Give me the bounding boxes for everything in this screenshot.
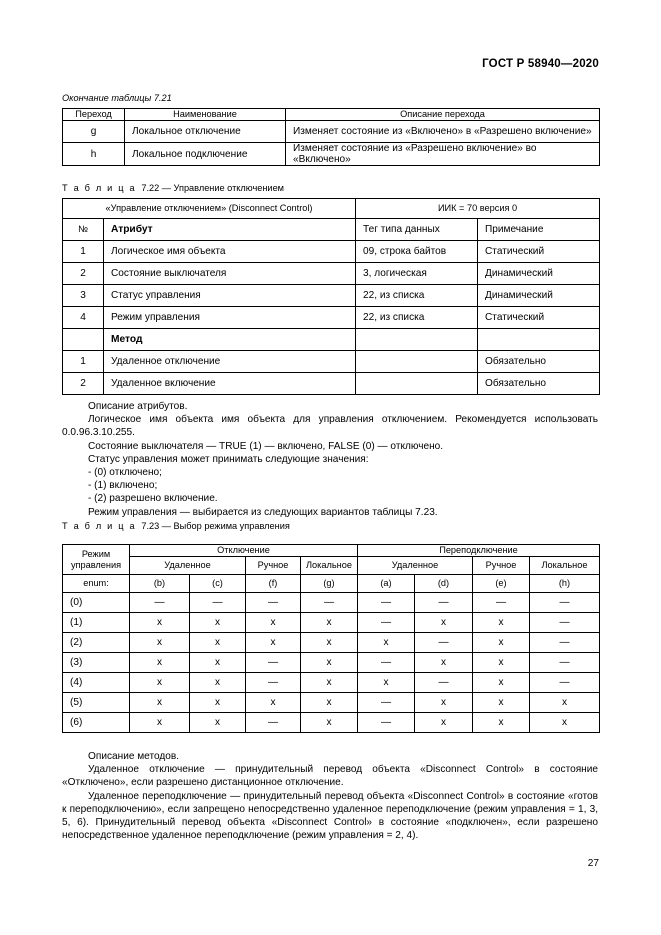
cell-datatype: 22, из списка [356, 285, 478, 307]
cell-mode: (1) [63, 613, 130, 633]
cell-num-empty [63, 329, 104, 351]
cell-enum-1: (c) [190, 575, 246, 593]
table-row-enum-header [63, 575, 600, 593]
table-723 [62, 544, 600, 733]
cell-value: — [358, 693, 415, 713]
cell-value: x [190, 713, 246, 733]
cell-value: x [415, 613, 473, 633]
cell-value: — [530, 613, 600, 633]
cell-attribute: Статус управления [104, 285, 356, 307]
page-number: 27 [587, 858, 599, 869]
attributes-bullet-1: - (1) включено; [88, 480, 158, 492]
cell-group-disconnect: Отключение [130, 545, 358, 557]
cell-enum-5: (d) [415, 575, 473, 593]
cell-enum-label: enum: [63, 575, 130, 593]
cell-value: x [530, 693, 600, 713]
cell-header-2: Описание перехода [286, 109, 600, 121]
cell-value: x [301, 613, 358, 633]
cell-mode: (4) [63, 673, 130, 693]
cell-enum-2: (f) [246, 575, 301, 593]
cell-group-reconnect: Переподключение [358, 545, 600, 557]
cell-value: x [190, 613, 246, 633]
table-row [63, 673, 600, 693]
cell-value: — [190, 593, 246, 613]
cell-value: x [473, 693, 530, 713]
cell-value: x [246, 633, 301, 653]
cell-mode: (3) [63, 653, 130, 673]
cell-method-header: Метод [104, 329, 356, 351]
table-row [63, 263, 600, 285]
cell-value: — [358, 593, 415, 613]
attributes-p4: Режим управления — выбирается из следующих вариантов таблицы 7.23. [88, 506, 438, 518]
cell-value: — [246, 593, 301, 613]
cell-value: — [358, 613, 415, 633]
cell-value: x [358, 673, 415, 693]
cell-value: — [415, 673, 473, 693]
cell-value: — [246, 653, 301, 673]
table-row [63, 613, 600, 633]
attributes-p3: Статус управления может принимать следующие значения: [88, 453, 369, 465]
cell-sub-manual-off: Ручное [246, 557, 301, 575]
cell-value: — [358, 713, 415, 733]
cell-value: x [130, 613, 190, 633]
methods-p1: Удаленное отключение — принудительный перевод объекта «Disconnect Control» в состояние «Отключено», если разрешено дистанционное отключение. [62, 764, 598, 789]
cell-sub-remote-on: Удаленное [358, 557, 473, 575]
cell-num: 2 [63, 263, 104, 285]
cell-mode: (0) [63, 593, 130, 613]
table-row [63, 693, 600, 713]
cell-description: Изменяет состояние из «Разрешено включение» во «Включено» [286, 143, 600, 166]
attributes-title: Описание атрибутов. [88, 401, 188, 412]
cell-value: x [358, 633, 415, 653]
corner-line-1: Режим [81, 548, 111, 559]
cell-enum-7: (h) [530, 575, 600, 593]
cell-value: — [130, 593, 190, 613]
cell-datatype: 22, из списка [356, 307, 478, 329]
table-row [63, 653, 600, 673]
cell-corner-mode [63, 545, 130, 575]
table-row [63, 285, 600, 307]
cell-value: x [130, 693, 190, 713]
cell-datatype: 3, логическая [356, 263, 478, 285]
cell-value: — [246, 713, 301, 733]
cell-value: x [130, 713, 190, 733]
cell-value: x [301, 713, 358, 733]
table-row-group-header [63, 545, 600, 557]
cell-note: Статический [478, 241, 600, 263]
attributes-p1: Логическое имя объекта имя объекта для управления отключением. Рекомендуется использовать 0.0.96.3.10.255. [62, 414, 598, 439]
cell-value: x [301, 633, 358, 653]
cell-value: — [530, 633, 600, 653]
cell-mode: (2) [63, 633, 130, 653]
table-row [63, 121, 600, 143]
standard-header: ГОСТ Р 58940—2020 [482, 58, 599, 70]
attributes-bullet-2: - (2) разрешено включение. [88, 493, 218, 505]
table-723-caption [62, 521, 290, 531]
cell-value: x [130, 633, 190, 653]
cell-name: Локальное подключение [125, 143, 286, 166]
cell-enum-0: (b) [130, 575, 190, 593]
table-row [63, 373, 600, 395]
table-row [63, 143, 600, 166]
cell-header-0: Переход [63, 109, 125, 121]
cell-name: Локальное отключение [125, 121, 286, 143]
cell-header-note: Примечание [478, 219, 600, 241]
methods-p2: Удаленное переподключение — принудительный перевод объекта «Disconnect Control» в состояние «готов к переподключению», если запрещено непосредственно удаленное переподключение (режим управления = 1, 3, 5, 6). Принудительный перевод объекта «Disconnect Control» в состояние «подключен», если разрешено непосредственное удаленное переподключение (режим управления = 2, 4). [62, 790, 598, 842]
cell-sub-local-on: Локальное [530, 557, 600, 575]
table-row [63, 633, 600, 653]
cell-note: Обязательно [478, 351, 600, 373]
cell-value: x [190, 673, 246, 693]
cell-value: x [473, 633, 530, 653]
cell-datatype-empty [356, 329, 478, 351]
cell-note: Динамический [478, 263, 600, 285]
cell-value: — [530, 593, 600, 613]
cell-num: 4 [63, 307, 104, 329]
cell-value: x [473, 653, 530, 673]
cell-num: 2 [63, 373, 104, 395]
cell-datatype: 09, строка байтов [356, 241, 478, 263]
methods-description [62, 750, 598, 842]
cell-value: x [301, 653, 358, 673]
cell-value: — [530, 673, 600, 693]
corner-line-2: управления [70, 559, 122, 570]
table-723-caption-label: Т а б л и ц а [62, 521, 137, 531]
cell-value: x [473, 713, 530, 733]
table-721-caption: Окончание таблицы 7.21 [62, 93, 172, 103]
cell-value: x [415, 693, 473, 713]
cell-value: x [246, 613, 301, 633]
table-722-caption [62, 183, 284, 193]
table-row [63, 713, 600, 733]
cell-group-right: ИИК = 70 версия 0 [356, 199, 600, 219]
table-row [63, 241, 600, 263]
cell-note: Статический [478, 307, 600, 329]
cell-datatype [356, 351, 478, 373]
cell-enum-4: (a) [358, 575, 415, 593]
cell-value: — [246, 673, 301, 693]
cell-note-empty [478, 329, 600, 351]
table-row-header [63, 219, 600, 241]
table-row [63, 351, 600, 373]
cell-datatype [356, 373, 478, 395]
table-723-caption-text: 7.23 — Выбор режима управления [141, 521, 290, 531]
cell-note: Динамический [478, 285, 600, 307]
cell-transition: g [63, 121, 125, 143]
cell-enum-3: (g) [301, 575, 358, 593]
cell-value: — [473, 593, 530, 613]
cell-attribute: Логическое имя объекта [104, 241, 356, 263]
cell-value: x [530, 713, 600, 733]
cell-header-num: № [63, 219, 104, 241]
cell-value: x [473, 613, 530, 633]
cell-header-attribute: Атрибут [104, 219, 356, 241]
cell-value: — [530, 653, 600, 673]
cell-value: x [130, 673, 190, 693]
cell-value: x [190, 633, 246, 653]
cell-value: — [358, 653, 415, 673]
table-row-method-header [63, 329, 600, 351]
cell-value: x [190, 653, 246, 673]
cell-method: Удаленное отключение [104, 351, 356, 373]
cell-header-datatype: Тег типа данных [356, 219, 478, 241]
cell-mode: (5) [63, 693, 130, 713]
cell-value: — [301, 593, 358, 613]
cell-transition: h [63, 143, 125, 166]
cell-value: x [415, 653, 473, 673]
cell-sub-local-off: Локальное [301, 557, 358, 575]
cell-header-1: Наименование [125, 109, 286, 121]
cell-sub-remote-off: Удаленное [130, 557, 246, 575]
table-row-subheader [63, 557, 600, 575]
table-722 [62, 198, 600, 395]
attributes-bullet-0: - (0) отключено; [88, 467, 162, 479]
table-row [63, 307, 600, 329]
cell-method: Удаленное включение [104, 373, 356, 395]
cell-value: x [473, 673, 530, 693]
cell-value: x [246, 693, 301, 713]
cell-value: x [301, 693, 358, 713]
cell-attribute: Состояние выключателя [104, 263, 356, 285]
table-722-caption-text: 7.22 — Управление отключением [141, 183, 284, 193]
cell-num: 1 [63, 351, 104, 373]
cell-value: x [301, 673, 358, 693]
cell-enum-6: (e) [473, 575, 530, 593]
cell-value: — [415, 593, 473, 613]
attributes-description [62, 400, 598, 519]
table-721 [62, 108, 600, 166]
table-722-caption-label: Т а б л и ц а [62, 183, 137, 193]
cell-group-left: «Управление отключением» (Disconnect Control) [63, 199, 356, 219]
attributes-p2: Состояние выключателя — TRUE (1) — включено, FALSE (0) — отключено. [88, 440, 444, 452]
table-row-header [63, 109, 600, 121]
table-row [63, 593, 600, 613]
cell-num: 3 [63, 285, 104, 307]
cell-attribute: Режим управления [104, 307, 356, 329]
cell-value: — [415, 633, 473, 653]
cell-mode: (6) [63, 713, 130, 733]
table-row-group-header [63, 199, 600, 219]
cell-value: x [130, 653, 190, 673]
cell-description: Изменяет состояние из «Включено» в «Разрешено включение» [286, 121, 600, 143]
cell-value: x [415, 713, 473, 733]
cell-note: Обязательно [478, 373, 600, 395]
cell-value: x [190, 693, 246, 713]
cell-sub-manual-on: Ручное [473, 557, 530, 575]
methods-title: Описание методов. [88, 751, 180, 762]
cell-num: 1 [63, 241, 104, 263]
